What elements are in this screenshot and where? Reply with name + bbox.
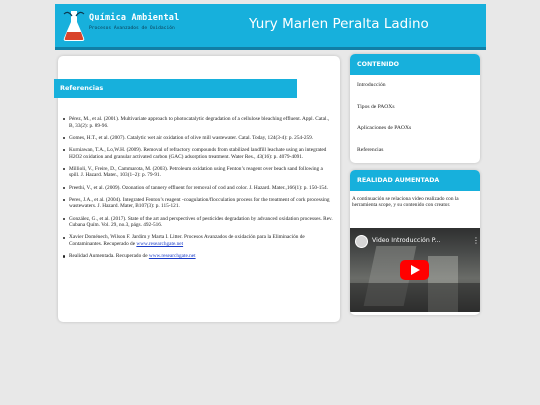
reference-list — [63, 116, 333, 265]
video-title[interactable]: Video Introducción P... — [372, 237, 441, 244]
reference-text: Realidad Aumentada. Recuperado de — [69, 253, 149, 260]
reference-text: Millioli, V., Freire, D., Cammarota, M. (2003). Petroleum oxidation using Fenton’s reagent over beach sand following a spill. J. Hazard. Mater., 103(1–2): p. 79-91. — [69, 165, 323, 179]
reference-item — [63, 116, 333, 129]
youtube-play-icon[interactable] — [400, 260, 429, 280]
reference-item — [63, 234, 333, 247]
channel-avatar[interactable] — [355, 235, 368, 248]
reference-link[interactable]: www.researchgate.net — [148, 253, 196, 260]
contenido-title: CONTENIDO — [350, 54, 480, 75]
menu-item-aplicaciones-paoxs[interactable]: Aplicaciones de PAOXs — [357, 125, 412, 131]
reference-text: Kurniawan, T.A., Lo,W.H. (2009). Removal of refractory compounds from stabilized landfill leachate using an integrated H2O2 oxidation and granular activated carbon (GAC) adsorption treatment. Water Res., 43(16): p. 4079-4091. — [69, 146, 327, 160]
logo-title: Química Ambiental — [89, 13, 180, 23]
reference-text: Gomes, H.T., et al. (2007). Catalytic wet air oxidation of olive mill wastewater. Catal. Today, 124(3-4): p. 254-259. — [69, 134, 314, 141]
reference-text: Xavier Doménech, Wilson F. Jardim y Marta I. Litter. Procesos Avanzados de oxidación para la Eliminación de Contaminantes. Recuperado de — [69, 234, 305, 247]
reference-item — [63, 197, 333, 210]
reference-text: González, G., et al. (2017). State of the art and perspectives of pesticides degradation by advanced oxidation processes. Rev. Cubana Quím. Vol. 29, no.3, págs. 492-516. — [69, 215, 333, 229]
reference-item — [63, 216, 333, 229]
reference-item — [63, 147, 333, 160]
more-options-icon[interactable]: ⋮ — [472, 236, 480, 245]
reference-item — [63, 135, 333, 142]
video-frame-shape — [350, 283, 480, 312]
reference-text: Peres, J.A., et al. (2004). Integrated Fenton’s reagent -coagulation/flocculation process for the treatment of cork processing wastewaters. J. Hazard. Mater, B107(3): p. 115-121. — [69, 196, 330, 210]
video-embed[interactable] — [350, 228, 480, 312]
reference-item — [63, 185, 333, 192]
reference-item — [63, 166, 333, 179]
reference-text: Preethi, V., et al. (2009). Ozonation of tannery effluent for removal of cod and color. J. Hazard. Mater.,166(1): p. 150-154. — [69, 184, 329, 191]
site-title: Yury Marlen Peralta Ladino — [249, 16, 429, 32]
flask-logo-icon — [62, 8, 86, 42]
reference-item — [63, 253, 333, 260]
menu-item-tipos-paoxs[interactable]: Tipos de PAOXs — [357, 103, 395, 110]
realidad-aumentada-description: A continuación se relaciona video realizado con la herramienta scope, y su contenido con creator. — [352, 196, 459, 209]
reference-text: Pérez, M., et al. (2001). Multivariate approach to photocatalytic degradation of a cellulose bleaching effluent. Appl. Catal., B, 33(2): p. 89-96. — [69, 116, 330, 129]
menu-item-introduccion[interactable]: Introducción — [357, 82, 386, 88]
realidad-aumentada-panel — [350, 170, 480, 315]
section-title: Referencias — [54, 79, 297, 98]
reference-link[interactable]: www.researchgate.net — [136, 240, 184, 247]
realidad-aumentada-title: REALIDAD AUMENTADA — [350, 170, 480, 191]
site-header — [55, 4, 486, 50]
menu-item-referencias[interactable]: Referencias — [357, 146, 384, 153]
contenido-panel — [350, 54, 480, 163]
logo-subtitle: Procesos Avanzados de Oxidación — [89, 26, 175, 31]
